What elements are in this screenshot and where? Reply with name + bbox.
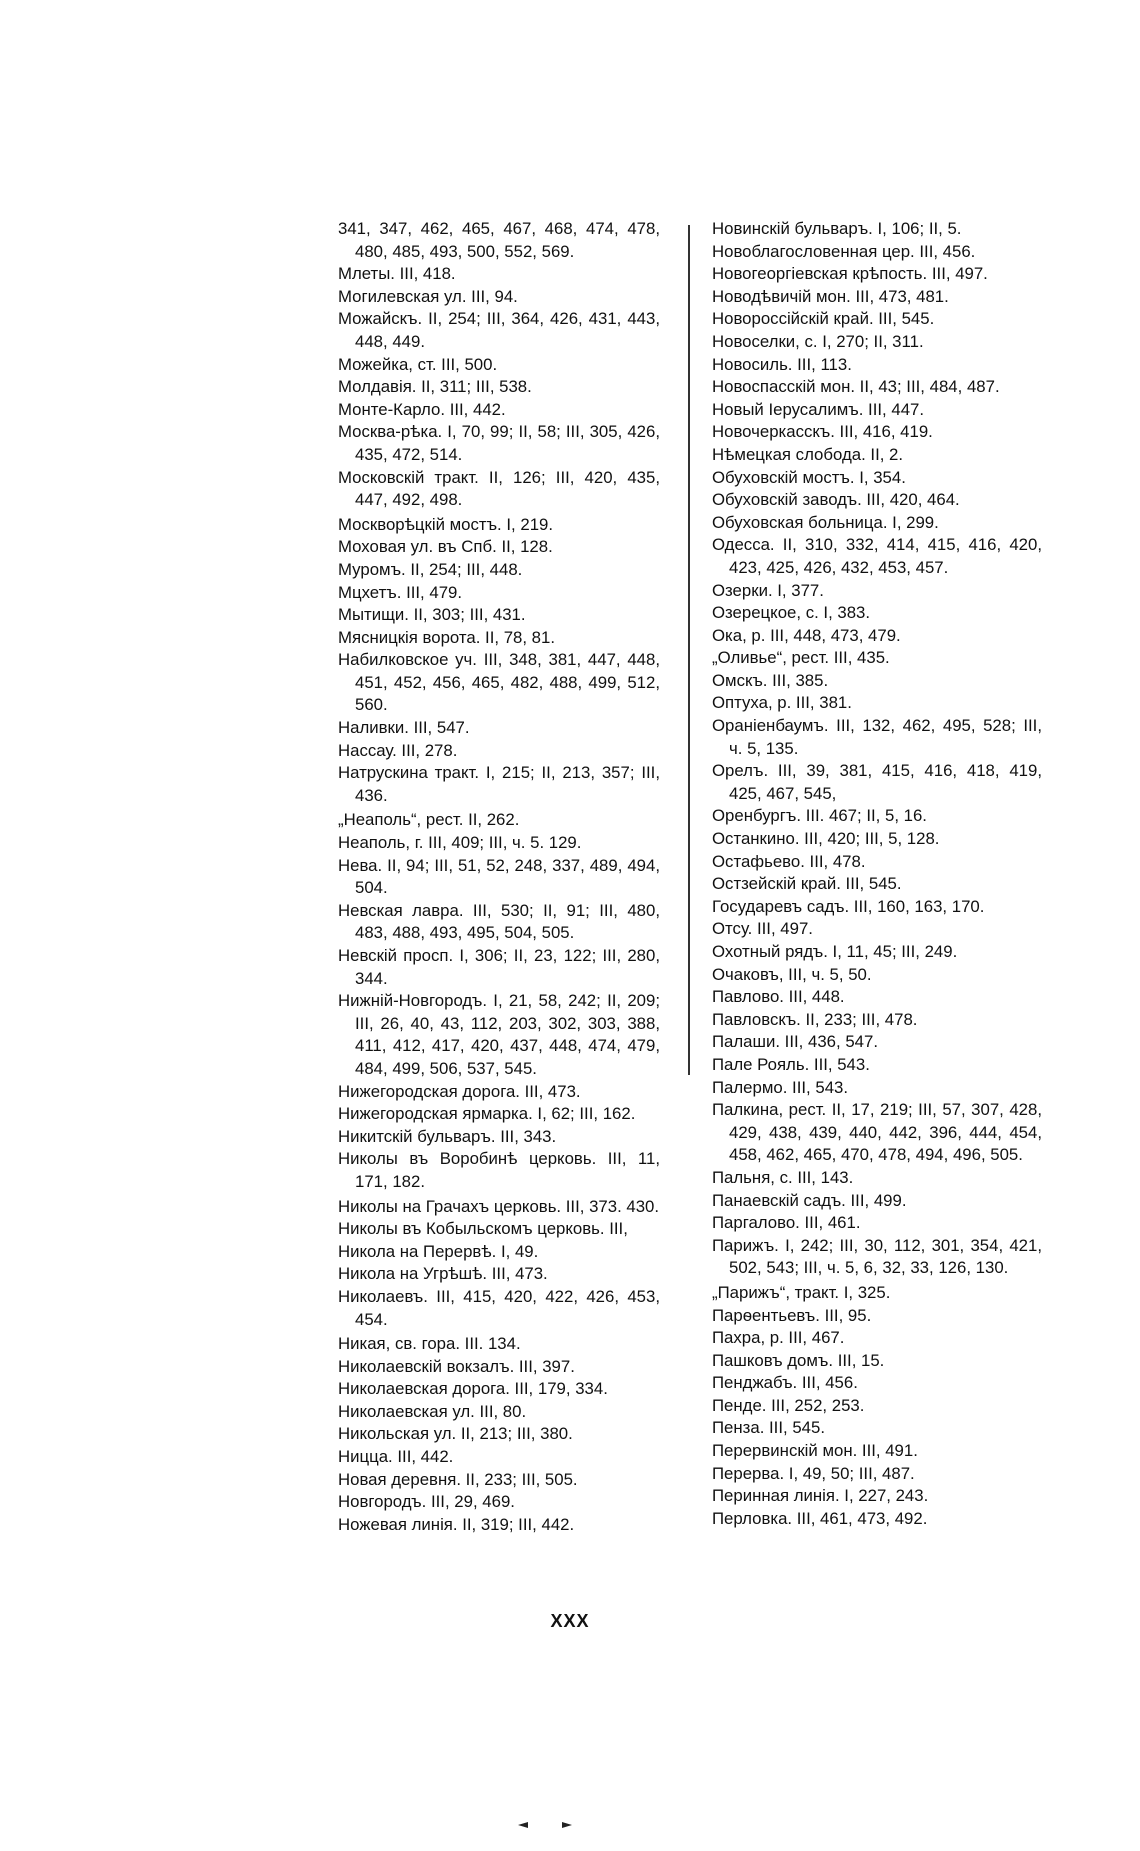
- index-entry: Обуховскій мостъ. I, 354.: [712, 467, 906, 487]
- index-entry: Наливки. III, 547.: [338, 718, 470, 738]
- index-entry: Невскій просп. I, 306; II, 23, 122; III, 280, 344.: [338, 946, 660, 988]
- index-entry: Новинскій бульваръ. I, 106; II, 5.: [712, 219, 962, 238]
- index-entry: Нѣмецкая слобода. II, 2.: [712, 444, 904, 464]
- index-entry: Новогеоргіевская крѣпость. III, 497.: [712, 264, 988, 284]
- index-entry: Палермо. III, 543.: [712, 1077, 849, 1097]
- index-entry: Новгородъ. III, 29, 469.: [338, 1492, 515, 1512]
- index-entry: Николы на Грачахъ церковь. III, 373. 430.: [338, 1196, 660, 1216]
- index-entry: Новоселки, с. I, 270; II, 311.: [712, 331, 924, 351]
- index-entry: Нижній-Новгородъ. I, 21, 58, 242; II, 209; III, 26, 40, 43, 112, 203, 302, 303, 388, 411, 412, 417, 420, 437, 448, 474, 479, 484, 499, 506, 537, 545.: [338, 991, 660, 1078]
- index-entry: Нижегородская ярмарка. I, 62; III, 162.: [338, 1104, 636, 1124]
- print-mark: [562, 1822, 572, 1828]
- index-entry: Никая, св. гора. III. 134.: [338, 1334, 521, 1354]
- index-entry: Пальня, с. III, 143.: [712, 1167, 854, 1187]
- index-entry: Натрускина тракт. I, 215; II, 213, 357; III, 436.: [338, 763, 660, 805]
- index-entry: Павлово. III, 448.: [712, 987, 845, 1007]
- index-entry: Москворѣцкій мостъ. I, 219.: [338, 514, 554, 534]
- index-entry: Пале Рояль. III, 543.: [712, 1054, 870, 1074]
- index-entry: Перерва. I, 49, 50; III, 487.: [712, 1463, 915, 1483]
- index-entry: Перинная линія. I, 227, 243.: [712, 1486, 929, 1506]
- index-entry: Ницца. III, 442.: [338, 1447, 454, 1467]
- index-entry: Николы въ Кобыльскомъ церковь. III,: [338, 1219, 628, 1239]
- index-entry: Николаевская дорога. III, 179, 334.: [338, 1379, 608, 1399]
- index-entry: Николаевъ. III, 415, 420, 422, 426, 453, 454.: [338, 1286, 660, 1329]
- index-entry: Никола на Перервѣ. I, 49.: [338, 1241, 539, 1261]
- index-entry: Моховая ул. въ Спб. II, 128.: [338, 537, 553, 557]
- index-entry: Новочеркасскъ. III, 416, 419.: [712, 422, 933, 442]
- index-entry: Ножевая линія. II, 319; III, 442.: [338, 1514, 575, 1534]
- index-entry: Молдавія. II, 311; III, 538.: [338, 377, 532, 397]
- index-entry: Новосиль. III, 113.: [712, 354, 852, 374]
- column-divider: [688, 225, 690, 1075]
- index-entry: Московскій тракт. II, 126; III, 420, 435, 447, 492, 498.: [338, 467, 660, 510]
- print-mark: [518, 1822, 528, 1828]
- index-entry: Орелъ. III, 39, 381, 415, 416, 418, 419, 425, 467, 545,: [712, 761, 1042, 803]
- index-entry: Пенде. III, 252, 253.: [712, 1395, 865, 1415]
- index-entry: Мясницкія ворота. II, 78, 81.: [338, 627, 556, 647]
- index-entry: Никольская ул. II, 213; III, 380.: [338, 1424, 573, 1444]
- index-entry: Москва-рѣка. I, 70, 99; II, 58; III, 305, 426, 435, 472, 514.: [338, 422, 660, 464]
- index-entry: Новый Іерусалимъ. III, 447.: [712, 399, 925, 419]
- index-entry: Панаевскій садъ. III, 499.: [712, 1190, 907, 1210]
- index-entry: Перловка. III, 461, 473, 492.: [712, 1508, 928, 1528]
- index-entry: Пенджабъ. III, 456.: [712, 1373, 858, 1393]
- index-entry: Новоспасскій мон. II, 43; III, 484, 487.: [712, 377, 1000, 397]
- index-entry: Нева. II, 94; III, 51, 52, 248, 337, 489, 494, 504.: [338, 855, 660, 898]
- index-entry: Парижъ. I, 242; III, 30, 112, 301, 354, 421, 502, 543; III, ч. 5, 6, 32, 33, 126, 130.: [712, 1235, 1042, 1278]
- index-entry: Млеты. III, 418.: [338, 264, 456, 284]
- index-entry: Озерецкое, с. I, 383.: [712, 603, 871, 623]
- index-entry: Ока, р. III, 448, 473, 479.: [712, 625, 901, 645]
- index-entry: Мцхетъ. III, 479.: [338, 582, 463, 602]
- index-entry: Остафьево. III, 478.: [712, 851, 866, 871]
- index-entry: Очаковъ, III, ч. 5, 50.: [712, 964, 872, 984]
- index-entry: Паргалово. III, 461.: [712, 1213, 861, 1233]
- index-entry: 341, 347, 462, 465, 467, 468, 474, 478, 480, 485, 493, 500, 552, 569.: [338, 219, 660, 261]
- index-entry: Набилковское уч. III, 348, 381, 447, 448, 451, 452, 456, 465, 482, 488, 499, 512, 560.: [338, 650, 660, 715]
- index-entry: Одесса. II, 310, 332, 414, 415, 416, 420, 423, 425, 426, 432, 453, 457.: [712, 535, 1042, 577]
- index-entry: Останкино. III, 420; III, 5, 128.: [712, 829, 940, 849]
- index-entry: Озерки. I, 377.: [712, 580, 824, 600]
- index-entry: Оренбургъ. III. 467; II, 5, 16.: [712, 806, 927, 826]
- index-entry: Пенза. III, 545.: [712, 1418, 825, 1438]
- index-entry: Невская лавра. III, 530; II, 91; III, 480, 483, 488, 493, 495, 504, 505.: [338, 900, 660, 943]
- index-entry: Оптуха, р. III, 381.: [712, 693, 852, 713]
- index-entry: Никола на Угрѣшѣ. III, 473.: [338, 1264, 548, 1284]
- index-entry: Ораніенбаумъ. III, 132, 462, 495, 528; III, ч. 5, 135.: [712, 716, 1042, 758]
- index-entry: Обуховская больница. I, 299.: [712, 512, 939, 532]
- index-entry: Новоблагословенная цер. III, 456.: [712, 241, 976, 261]
- index-entry: Николы въ Воробинѣ церковь. III, 11, 171, 182.: [338, 1149, 660, 1191]
- index-entry: Новодѣвичій мон. III, 473, 481.: [712, 286, 949, 306]
- index-entry: Монте-Карло. III, 442.: [338, 399, 506, 419]
- index-entry: „Оливье“, рест. III, 435.: [712, 648, 890, 668]
- index-entry: Новороссійскій край. III, 545.: [712, 309, 935, 329]
- index-entry: Муромъ. II, 254; III, 448.: [338, 559, 523, 579]
- index-entry: Остзейскій край. III, 545.: [712, 874, 902, 894]
- index-entry: Отсу. III, 497.: [712, 919, 813, 939]
- index-entry: Пашковъ домъ. III, 15.: [712, 1350, 885, 1370]
- index-column-left: [338, 218, 660, 1536]
- index-entry: Палаши. III, 436, 547.: [712, 1032, 878, 1052]
- index-entry: Мытищи. II, 303; III, 431.: [338, 605, 526, 625]
- index-entry: Омскъ. III, 385.: [712, 670, 829, 690]
- index-entry: Нижегородская дорога. III, 473.: [338, 1081, 581, 1101]
- index-entry: Павловскъ. II, 233; III, 478.: [712, 1009, 918, 1029]
- index-entry: Палкина, рест. II, 17, 219; III, 57, 307, 428, 429, 438, 439, 440, 442, 396, 444, 454, 458, 462, 465, 470, 478, 494, 496, 505.: [712, 1100, 1042, 1165]
- index-entry: Перервинскій мон. III, 491.: [712, 1441, 918, 1461]
- index-entry: Никитскій бульваръ. III, 343.: [338, 1126, 557, 1146]
- index-entry: Обуховскій заводъ. III, 420, 464.: [712, 490, 960, 510]
- index-entry: „Парижъ“, тракт. I, 325.: [712, 1282, 891, 1302]
- index-entry: Николаевскій вокзалъ. III, 397.: [338, 1356, 575, 1376]
- index-entry: Николаевская ул. III, 80.: [338, 1401, 527, 1421]
- index-entry: Можайскъ. II, 254; III, 364, 426, 431, 443, 448, 449.: [338, 309, 660, 351]
- index-entry: Могилевская ул. III, 94.: [338, 286, 518, 306]
- index-column-right: [712, 218, 1042, 1530]
- index-entry: Неаполь, г. III, 409; III, ч. 5. 129.: [338, 833, 582, 853]
- index-entry: Охотный рядъ. I, 11, 45; III, 249.: [712, 942, 958, 961]
- index-entry: Пахра, р. III, 467.: [712, 1328, 845, 1348]
- index-entry: „Неаполь“, рест. II, 262.: [338, 810, 520, 830]
- index-entry: Государевъ садъ. III, 160, 163, 170.: [712, 896, 985, 916]
- index-entry: Новая деревня. II, 233; III, 505.: [338, 1469, 578, 1489]
- index-entry: Нассау. III, 278.: [338, 740, 458, 760]
- page-number: XXX: [550, 1611, 590, 1631]
- index-entry: Парѳентьевъ. III, 95.: [712, 1305, 872, 1325]
- index-entry: Можейка, ст. III, 500.: [338, 354, 498, 374]
